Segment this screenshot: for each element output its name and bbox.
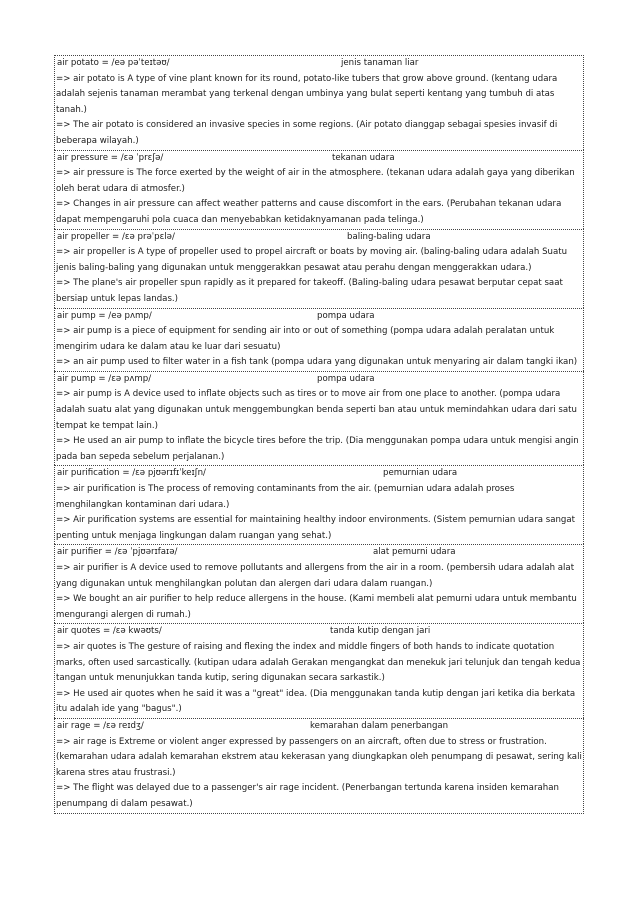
vocab-entry	[54, 308, 584, 371]
entry-example: => He used an air pump to inflate the bicycle tires before the trip. (Dia menggunakan pompa udara untuk mengisi angin pada ban sepeda sebelum perjalanan.)	[56, 436, 579, 462]
entry-definition: => air quotes is The gesture of raising and flexing the index and middle fingers of both hands to indicate quotation marks, often used sarcastically. (kutipan udara adalah Gerakan mengangkat dan menekuk jari telunjuk dan tengah kedua tangan untuk menunjukkan tanda kutip, sering digunakan secara sarkastik.)	[56, 641, 581, 684]
entry-header	[56, 56, 582, 72]
entry-definition: => air propeller is A type of propeller used to propel aircraft or boats by moving air. (baling-baling udara adalah Suatu jenis baling-baling yang digunakan untuk menggerakkan pesawat atau perahu dengan menggerakkan udara.)	[56, 247, 568, 273]
entry-translation: kemarahan dalam penerbangan	[310, 720, 449, 731]
entry-term: air rage = /ɛə reɪdʒ/	[57, 720, 144, 731]
entry-term: air propeller = /ɛə prəˈpɛlə/	[57, 231, 175, 242]
vocab-entry	[54, 371, 584, 466]
entry-header	[56, 309, 582, 325]
entry-translation: baling-baling udara	[347, 231, 431, 242]
entry-term: air purifier = /ɛə ˈpjʊərɪfaɪə/	[57, 547, 178, 558]
entry-definition: => air pressure is The force exerted by the weight of air in the atmosphere. (tekanan udara adalah gaya yang diberikan oleh berat udara di atmosfer.)	[56, 168, 575, 194]
entry-definition: => air rage is Extreme or violent anger expressed by passengers on an aircraft, often due to stress or frustration. (kemarahan udara adalah kemarahan ekstrem atau kekerasan yang diungkapkan oleh penumpang di pesawat, sering kali karena stres atau frustrasi.)	[56, 736, 582, 778]
entry-example: => The flight was delayed due to a passenger's air rage incident. (Penerbangan tertunda karena insiden kemarahan penumpang di dalam pesawat.)	[56, 783, 559, 809]
vocabulary-list	[54, 55, 584, 814]
entry-header	[56, 545, 582, 561]
entry-header	[56, 719, 582, 735]
vocab-entry	[54, 544, 584, 623]
entry-example: => The plane's air propeller spun rapidly as it prepared for takeoff. (Baling-baling udara pesawat berputar cepat saat bersiap untuk lepas landas.)	[56, 278, 563, 304]
entry-definition: => air purifier is A device used to remove pollutants and allergens from the air in a room. (pembersih udara adalah alat yang digunakan untuk menghilangkan polutan dan alergen dari udara dalam ruangan.)	[56, 563, 575, 589]
entry-term: air pressure = /ɛə ˈprɛʃə/	[57, 152, 164, 163]
entry-header	[56, 372, 582, 388]
entry-header	[56, 624, 582, 640]
entry-term: air quotes = /ɛə kwəʊts/	[57, 626, 162, 637]
entry-term: air pump = /eə pʌmp/	[57, 310, 152, 321]
entry-example: => We bought an air purifier to help reduce allergens in the house. (Kami membeli alat pemurni udara untuk membantu mengurangi alergen di rumah.)	[56, 594, 577, 620]
vocab-entry	[54, 150, 584, 229]
entry-term: air pump = /ɛə pʌmp/	[57, 373, 152, 384]
entry-translation: alat pemurni udara	[373, 547, 456, 558]
entry-header	[56, 466, 582, 482]
entry-term: air potato = /eə pəˈteɪtəʊ/	[57, 58, 170, 68]
entry-definition: => air potato is A type of vine plant known for its round, potato-like tubers that grow above ground. (kentang udara adalah sejenis tanaman merambat yang terkenal dengan umbinya yang bulat seperti kentang yang tumbuh di atas tanah.)	[56, 73, 558, 115]
vocab-entry	[54, 55, 584, 150]
entry-header	[56, 151, 582, 167]
entry-definition: => air pump is A device used to inflate objects such as tires or to move air from one place to another. (pompa udara adalah suatu alat yang digunakan untuk menggembungkan benda seperti ban atau untuk memindahkan udara dari satu tempat ke tempat lain.)	[56, 389, 577, 431]
vocab-entry	[54, 623, 584, 718]
vocab-entry	[54, 229, 584, 308]
entry-example: => The air potato is considered an invasive species in some regions. (Air potato dianggap sebagai spesies invasif di beberapa wilayah.)	[56, 120, 558, 146]
entry-translation: tekanan udara	[332, 152, 395, 163]
entry-translation: pompa udara	[317, 310, 375, 321]
entry-header	[56, 230, 582, 246]
entry-translation: pompa udara	[317, 373, 375, 384]
entry-definition: => air pump is a piece of equipment for sending air into or out of something (pompa udara adalah peralatan untuk mengirim udara ke dalam atau ke luar dari sesuatu)	[56, 326, 555, 352]
entry-example: => Changes in air pressure can affect weather patterns and cause discomfort in the ears. (Perubahan tekanan udara dapat mempengaruhi pola cuaca dan menyebabkan ketidaknyamanan pada telinga.)	[56, 199, 562, 225]
entry-translation: tanda kutip dengan jari	[330, 626, 431, 637]
entry-term: air purification = /ɛə pjʊərɪfɪˈkeɪʃn/	[57, 468, 206, 479]
entry-example: => He used air quotes when he said it was a "great" idea. (Dia menggunakan tanda kutip dengan jari ketika dia berkata itu adalah ide yang "bagus".)	[56, 688, 576, 715]
vocab-entry	[54, 465, 584, 544]
entry-example: => an air pump used to filter water in a fish tank (pompa udara yang digunakan untuk menyaring air dalam tangki ikan)	[56, 357, 578, 368]
entry-example: => Air purification systems are essential for maintaining healthy indoor environments. (Sistem pemurnian udara sangat penting untuk menjaga lingkungan dalam ruangan yang sehat.)	[56, 515, 576, 541]
entry-definition: => air purification is The process of removing contaminants from the air. (pemurnian udara adalah proses menghilangkan kontaminan dari udara.)	[56, 484, 515, 510]
entry-translation: jenis tanaman liar	[341, 58, 419, 68]
vocab-entry	[54, 718, 584, 814]
entry-translation: pemurnian udara	[383, 468, 458, 479]
